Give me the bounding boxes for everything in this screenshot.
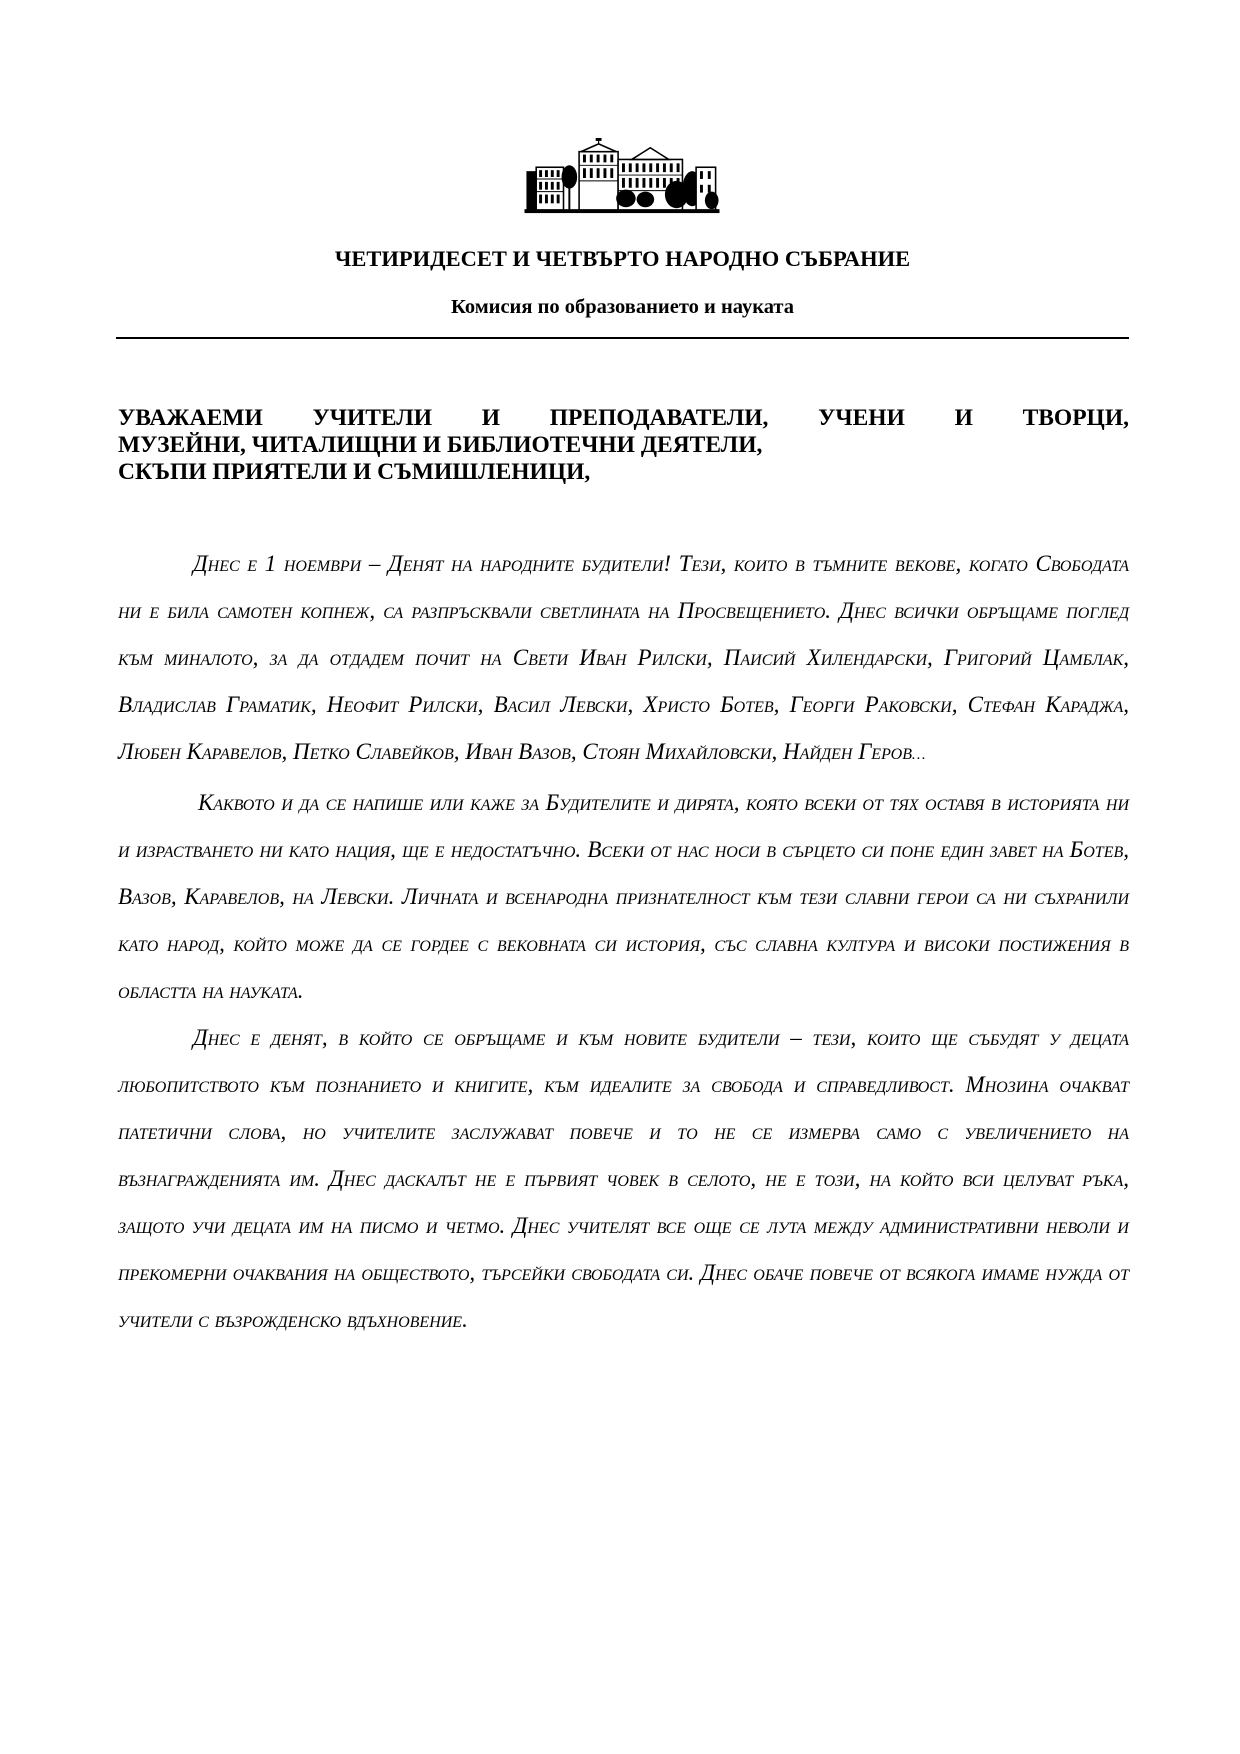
- paragraph-3: Днес е денят, в който се обръщаме и към новите будители – тези, които ще събудят у децата любопитството към познанието и книгите, към идеалите за свобода и справедливост. Мнозина очакват патетични слова, но учителите заслужават повече и то не се измерва само с увеличението на възнагражденията им. Днес даскалът не е първият човек в селото, не е този, на който вси целуват ръка, защото учи децата им на писмо и четмо. Днес учителят все още се лута между административни неволи и прекомерни очаквания на обществото, търсейки свободата си. Днес обаче повече от всякога имаме нужда от учители с възрожденско вдъхновение.: [118, 1025, 1129, 1332]
- paragraph-1: [118, 540, 1129, 779]
- parliament-building-icon: [523, 138, 721, 216]
- institution-name: ЧЕТИРИДЕСЕТ И ЧЕТВЪРТО НАРОДНО СЪБРАНИЕ: [334, 246, 911, 271]
- salutation-line-1: УВАЖАЕМИ УЧИТЕЛИ И ПРЕПОДАВАТЕЛИ, УЧЕНИ И ТВОРЦИ,: [118, 405, 1129, 431]
- salutation-line-3: СКЪПИ ПРИЯТЕЛИ И СЪМИШЛЕНИЦИ,: [118, 459, 591, 485]
- header-divider: [116, 337, 1129, 339]
- paragraph-1-ellipsis: …: [911, 747, 926, 763]
- salutation-line-2: МУЗЕЙНИ, ЧИТАЛИЩНИ И БИБЛИОТЕЧНИ ДЕЯТЕЛИ,: [118, 432, 763, 458]
- committee-name: Комисия по образованието и науката: [450, 296, 794, 318]
- paragraph-2: Каквото и да се напише или каже за Будителите и дирята, която всеки от тях оставя в историята ни и израстването ни като нация, ще е недостатъчно. Всеки от нас носи в сърцето си поне един завет на Ботев, Вазов, Каравелов, на Левски. Личната и всенародна признателност към тези славни герои са ни съхранили като народ, който може да се гордее с вековната си история, със славна култура и високи постижения в областта на науката.: [118, 790, 1129, 1003]
- paragraph-1-text: Днес е 1 ноември – Денят на народните будители! Тези, които в тъмните векове, когато Свободата ни е била самотен копнеж, са разпръсквали светлината на Просвещението. Днес всички обръщаме поглед към миналото, за да отдадем почит на Свети Иван Рилски, Паисий Хилендарски, Григорий Цамблак, Владислав Граматик, Неофит Рилски, Васил Левски, Христо Ботев, Георги Раковски, Стефан Караджа, Любен Каравелов, Петко Славейков, Иван Вазов, Стоян Михайловски, Найден Геров: [118, 551, 1129, 764]
- letter-body: [118, 540, 1129, 1343]
- salutation: [118, 405, 1129, 486]
